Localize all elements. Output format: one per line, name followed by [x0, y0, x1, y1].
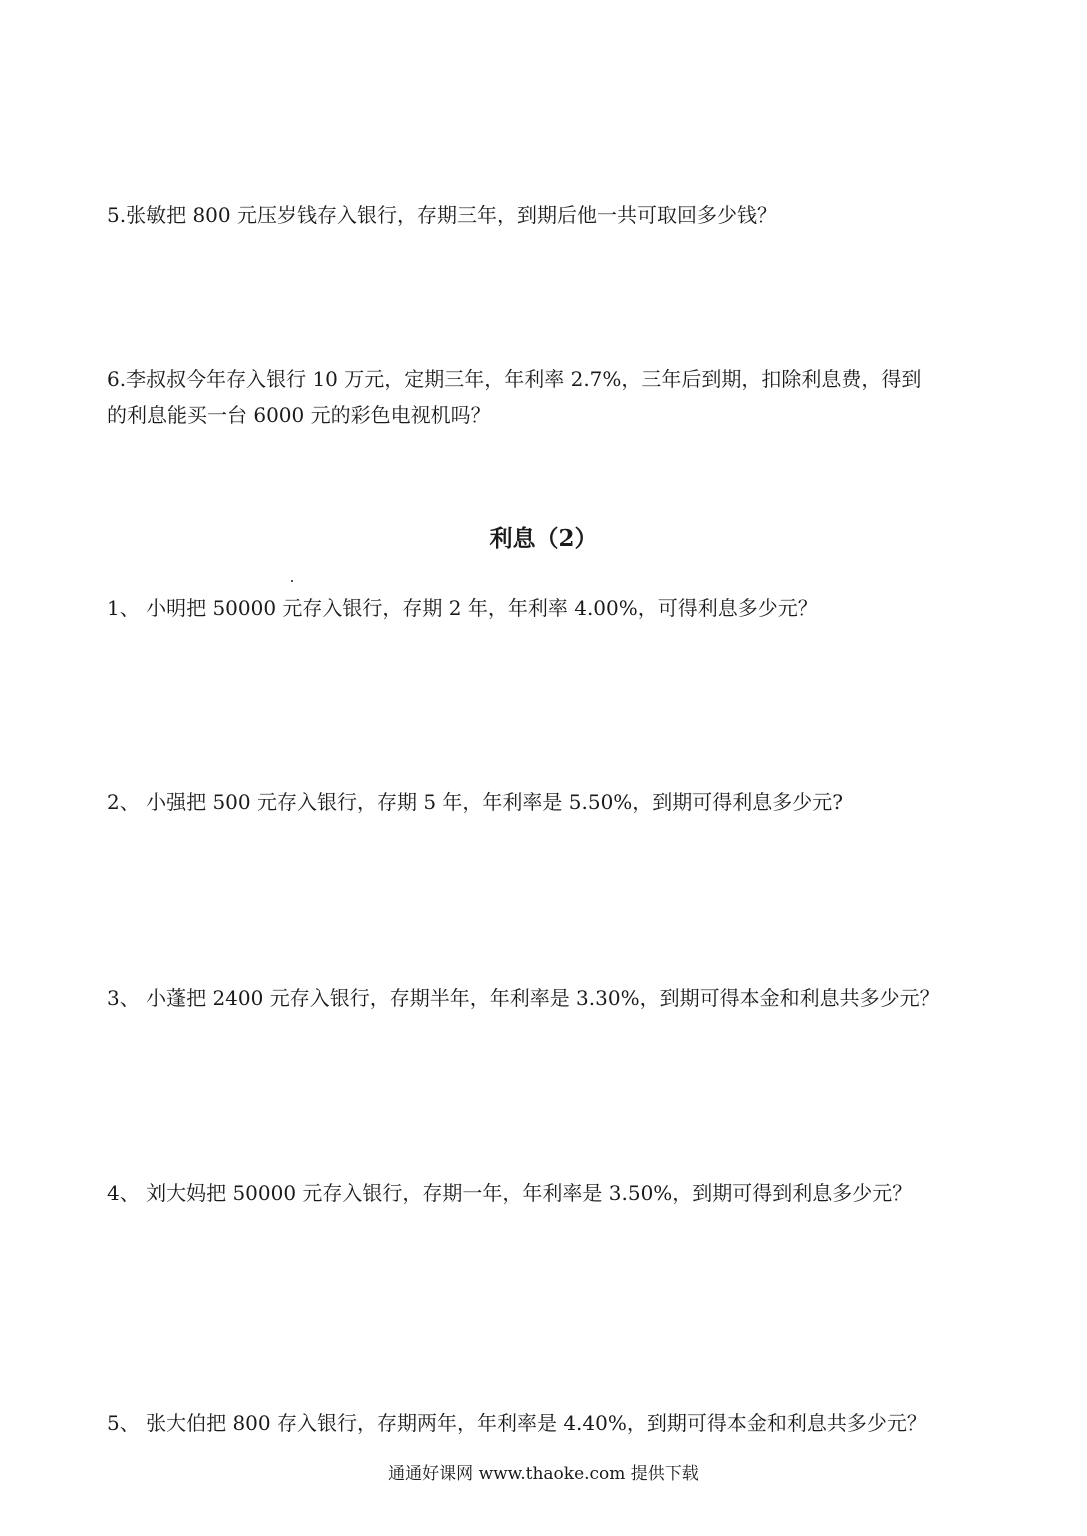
stray-dot [291, 580, 293, 582]
footer-text: 通通好课网 www.thaoke.com 提供下载 [388, 1464, 699, 1484]
question-5-part1: 5.张敏把 800 元压岁钱存入银行，存期三年，到期后他一共可取回多少钱？ [107, 203, 777, 227]
question-3: 3、 小蓬把 2400 元存入银行，存期半年，年利率是 3.30%，到期可得本金和利息共多少元？ [107, 986, 940, 1010]
question-6-line1: 6.李叔叔今年存入银行 10 万元，定期三年，年利率 2.7%，三年后到期，扣除利息费，得到 [107, 367, 922, 391]
question-1: 1、 小明把 50000 元存入银行，存期 2 年，年利率 4.00%，可得利息多少元？ [107, 596, 818, 620]
question-2: 2、 小强把 500 元存入银行，存期 5 年，年利率是 5.50%，到期可得利息多少元? [107, 790, 844, 814]
question-4: 4、 刘大妈把 50000 元存入银行，存期一年，年利率是 3.50%，到期可得到利息多少元？ [107, 1181, 913, 1205]
question-6-line2: 的利息能买一台 6000 元的彩色电视机吗？ [107, 403, 491, 427]
section-title: 利息（2） [489, 525, 598, 552]
question-5: 5、 张大伯把 800 存入银行，存期两年，年利率是 4.40%，到期可得本金和利息共多少元？ [107, 1411, 927, 1435]
